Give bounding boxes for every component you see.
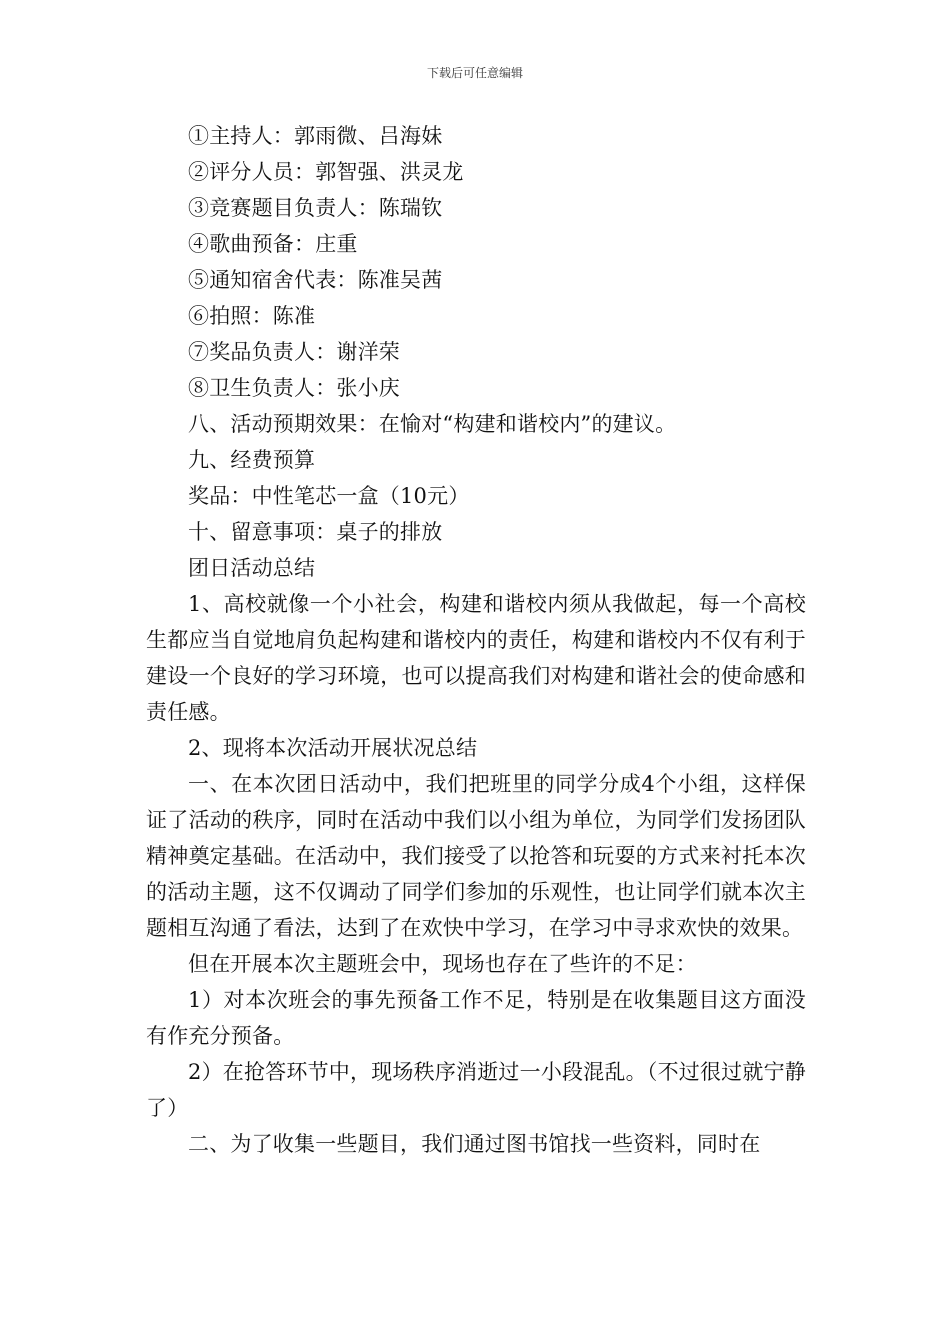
paragraph: ⑥拍照：陈准: [188, 304, 316, 328]
paragraph: 2、现将本次活动开展状况总结: [188, 736, 478, 760]
paragraph: 八、活动预期效果：在愉对“构建和谐校内”的建议。: [188, 412, 677, 436]
paragraph: ②评分人员：郭智强、洪灵龙: [188, 160, 464, 184]
paragraph: 十、留意事项：桌子的排放: [188, 520, 443, 544]
section-title: 团日活动总结: [188, 556, 316, 580]
paragraph: 一、在本次团日活动中，我们把班里的同学分成4个小组，这样保证了活动的秩序，同时在活动中我们以小组为单位，为同学们发扬团队精神奠定基础。在活动中，我们接受了以抢答和玩耍的方式来衬托本次的活动主题，这不仅调动了同学们参加的乐观性，也让同学们就本次主题相互沟通了看法，达到了在欢快中学习，在学习中寻求欢快的效果。: [146, 772, 806, 940]
paragraph: ①主持人：郭雨微、吕海妹: [188, 124, 443, 148]
paragraph: ④歌曲预备：庄重: [188, 232, 358, 256]
paragraph: ⑧卫生负责人：张小庆: [188, 376, 400, 400]
page-header: 下载后可任意编辑: [426, 66, 523, 80]
paragraph: 二、为了收集一些题目，我们通过图书馆找一些资料，同时在: [188, 1132, 761, 1156]
paragraph: 九、经费预算: [188, 448, 316, 472]
paragraph: ③竞赛题目负责人：陈瑞钦: [188, 196, 443, 220]
paragraph: 但在开展本次主题班会中，现场也存在了些许的不足：: [188, 952, 697, 976]
document-body: [146, 118, 806, 1162]
paragraph: ⑦奖品负责人：谢洋荣: [188, 340, 400, 364]
paragraph: 1、高校就像一个小社会，构建和谐校内须从我做起，每一个高校生都应当自觉地肩负起构建和谐校内的责任，构建和谐校内不仅有利于建设一个良好的学习环境，也可以提高我们对构建和谐社会的使命感和责任感。: [146, 592, 806, 724]
paragraph: 奖品：中性笔芯一盒（10元）: [188, 484, 470, 508]
paragraph: 1）对本次班会的事先预备工作不足，特别是在收集题目这方面没有作充分预备。: [146, 988, 806, 1048]
paragraph: ⑤通知宿舍代表：陈准吴茜: [188, 268, 443, 292]
paragraph: 2）在抢答环节中，现场秩序消逝过一小段混乱。（不过很过就宁静了）: [146, 1060, 806, 1120]
